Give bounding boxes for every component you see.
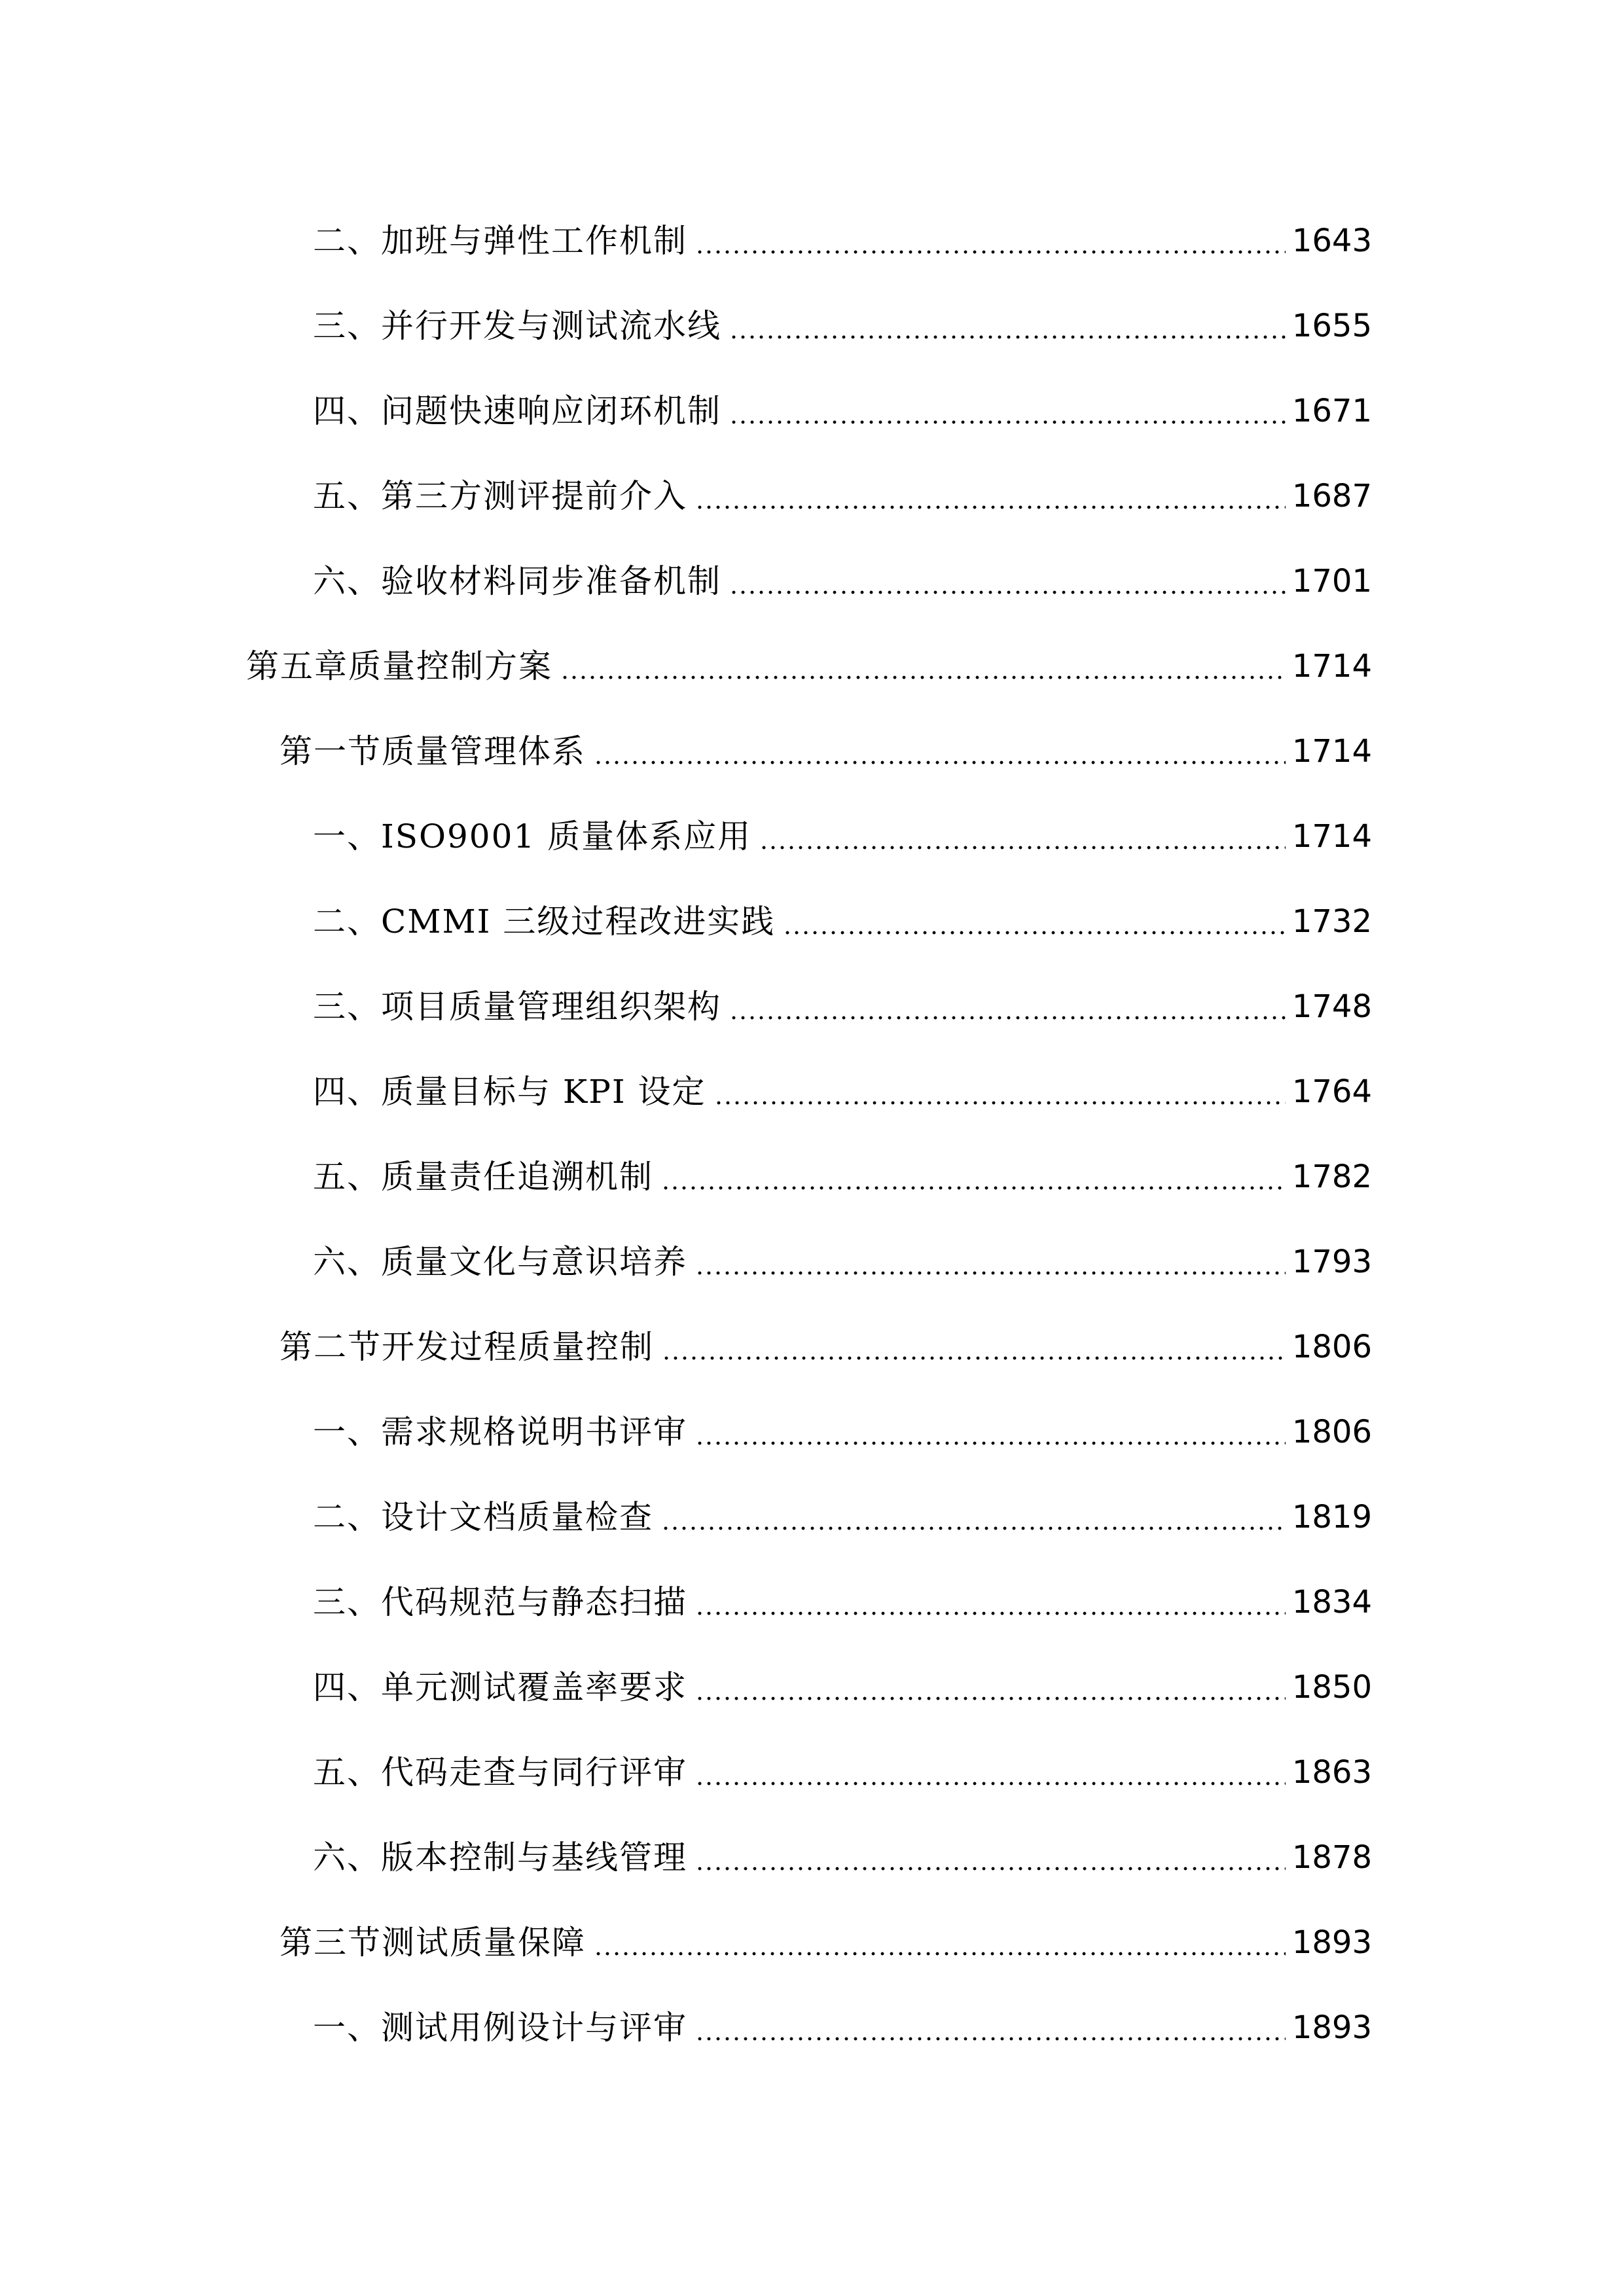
toc-entry[interactable] [313,800,1372,872]
toc-page-number: 1671 [1291,393,1372,429]
toc-page-number: 1806 [1291,1329,1372,1365]
toc-entry[interactable] [313,1396,1372,1468]
toc-entry[interactable] [313,1736,1372,1808]
toc-entry-label: 第五章质量控制方案 [246,647,552,685]
toc-dot-leader [729,375,1286,447]
toc-entry-section[interactable] [280,1311,1372,1383]
toc-entry-label: 二、加班与弹性工作机制 [313,222,687,260]
toc-entry[interactable] [313,886,1372,958]
toc-entry-label: 二、设计文档质量检查 [313,1498,653,1536]
toc-entry-label: 第三节测试质量保障 [280,1924,586,1962]
toc-dot-leader [695,1736,1286,1808]
toc-dot-leader [661,1481,1286,1553]
toc-dot-leader [783,886,1286,958]
toc-page-number: 1806 [1291,1414,1372,1450]
toc-entry[interactable] [313,1566,1372,1638]
toc-page-number: 1714 [1291,818,1372,855]
toc-entry-label: 一、测试用例设计与评审 [313,2009,687,2047]
toc-entry-label: 一、ISO9001 质量体系应用 [313,817,752,855]
toc-entry[interactable] [313,1651,1372,1723]
toc-page-number: 1893 [1291,1924,1372,1961]
toc-entry-label: 六、版本控制与基线管理 [313,1839,687,1876]
toc-dot-leader [695,1992,1286,2064]
toc-page-number: 1863 [1291,1754,1372,1791]
toc-entry[interactable] [313,1141,1372,1213]
toc-entry-label: 五、代码走查与同行评审 [313,1753,687,1791]
toc-page-number: 1782 [1291,1158,1372,1195]
toc-page-number: 1850 [1291,1669,1372,1706]
toc-entry-label: 六、质量文化与意识培养 [313,1243,687,1281]
toc-entry[interactable] [313,205,1372,277]
toc-page-number: 1732 [1291,903,1372,940]
toc-entry-label: 一、需求规格说明书评审 [313,1413,687,1451]
toc-page-number: 1714 [1291,648,1372,685]
toc-dot-leader [695,1226,1286,1298]
toc-entry-label: 三、项目质量管理组织架构 [313,988,721,1026]
toc-entry-label: 四、质量目标与 KPI 设定 [313,1073,706,1111]
toc-entry-label: 二、CMMI 三级过程改进实践 [313,903,776,941]
toc-dot-leader [714,1056,1286,1128]
toc-page-number: 1764 [1291,1073,1372,1110]
toc-page-number: 1819 [1291,1499,1372,1535]
toc-page-number: 1687 [1291,478,1372,514]
toc-entry-label: 五、质量责任追溯机制 [313,1158,653,1196]
toc-dot-leader [729,290,1286,362]
toc-page-number: 1655 [1291,308,1372,344]
toc-entry-label: 三、并行开发与测试流水线 [313,307,721,345]
toc-entry-label: 第二节开发过程质量控制 [280,1328,654,1366]
toc-dot-leader [695,1566,1286,1638]
toc-dot-leader [729,545,1286,617]
toc-entry[interactable] [313,1821,1372,1893]
toc-page-number: 1834 [1291,1584,1372,1621]
toc-page-number: 1878 [1291,1839,1372,1876]
toc-entry-label: 六、验收材料同步准备机制 [313,562,721,600]
toc-entry-label: 三、代码规范与静态扫描 [313,1583,687,1621]
toc-dot-leader [695,205,1286,277]
toc-entry[interactable] [313,1992,1372,2064]
toc-dot-leader [695,1396,1286,1468]
toc-entry-label: 五、第三方测评提前介入 [313,477,687,515]
toc-dot-leader [695,460,1286,532]
toc-dot-leader [759,800,1286,872]
toc-entry-label: 四、单元测试覆盖率要求 [313,1668,687,1706]
toc-entry-section[interactable] [280,715,1372,787]
toc-dot-leader [662,1311,1286,1383]
toc-entry[interactable] [313,1226,1372,1298]
toc-page-number: 1748 [1291,988,1372,1025]
toc-page-number: 1793 [1291,1244,1372,1280]
toc-page-number: 1701 [1291,563,1372,600]
toc-entry[interactable] [313,375,1372,447]
toc-entry[interactable] [313,1056,1372,1128]
toc-dot-leader [661,1141,1286,1213]
toc-dot-leader [594,1907,1286,1979]
toc-entry-label: 第一节质量管理体系 [280,732,586,770]
toc-entry-label: 四、问题快速响应闭环机制 [313,392,721,430]
toc-page-number: 1714 [1291,733,1372,770]
toc-dot-leader [594,715,1286,787]
toc-dot-leader [729,971,1286,1043]
toc-entry[interactable] [313,1481,1372,1553]
toc-page-number: 1893 [1291,2009,1372,2046]
toc-dot-leader [560,630,1286,702]
toc-entry[interactable] [313,971,1372,1043]
toc-entry-chapter[interactable] [246,630,1372,702]
toc-dot-leader [695,1821,1286,1893]
toc-entry[interactable] [313,460,1372,532]
toc-entry[interactable] [313,290,1372,362]
toc-dot-leader [695,1651,1286,1723]
toc-page-number: 1643 [1291,223,1372,259]
toc-entry-section[interactable] [280,1907,1372,1979]
toc-entry[interactable] [313,545,1372,617]
